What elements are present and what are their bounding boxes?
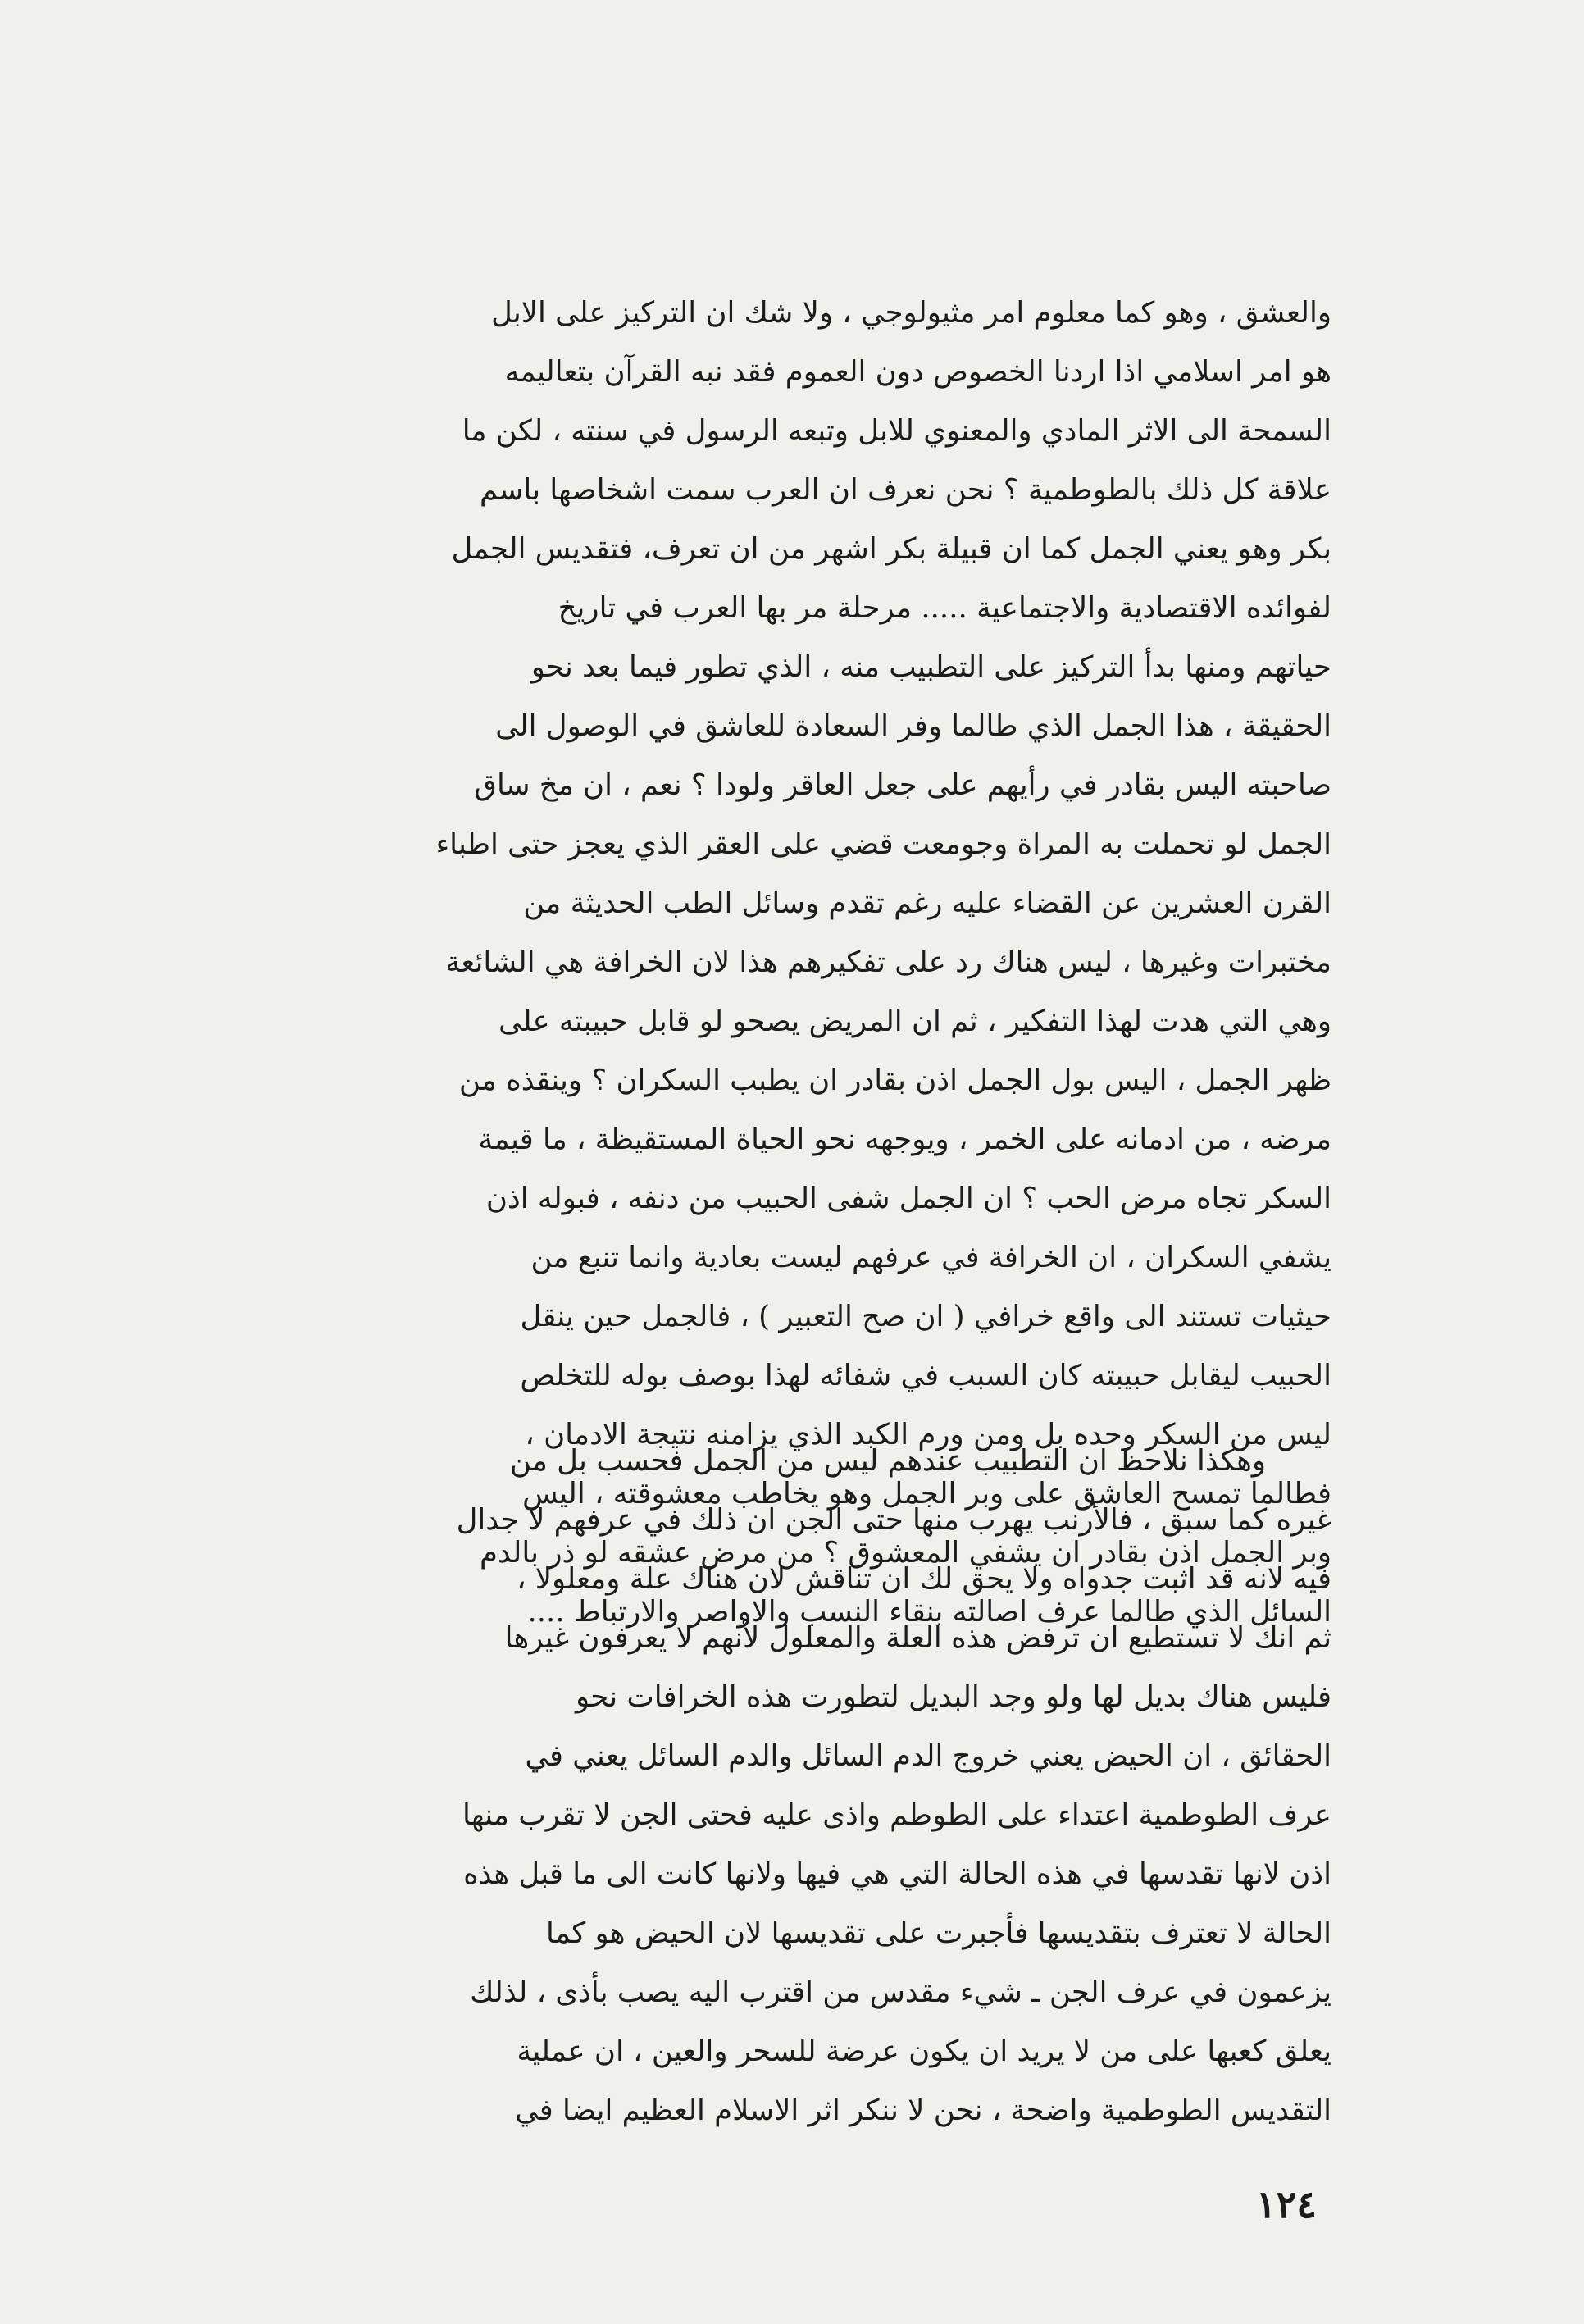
text-line: فطالما تمسح العاشق على وبر الجمل وهو يخاطب معشوقته ، اليس — [522, 1477, 1331, 1511]
text-line: الحالة لا تعترف بتقديسها فأجبرت على تقديسها لان الحيض هو كما — [546, 1916, 1331, 1950]
text-line: ليس من السكر وحده بل ومن ورم الكبد الذي يزامنه نتيجة الادمان ، — [525, 1418, 1331, 1451]
text-line: مرضه ، من ادمانه على الخمر ، ويوجهه نحو الحياة المستقيظة ، ما قيمة — [478, 1123, 1331, 1156]
text-line: فيه لانه قد اثبت جدواه ولا يحق لك ان تناقش لان هناك علة ومعلولا ، — [517, 1562, 1331, 1596]
text-line: لفوائده الاقتصادية والاجتماعية ..... مرحلة مر بها العرب في تاريخ — [558, 591, 1331, 625]
text-line: اذن لانها تقدسها في هذه الحالة التي هي فيها ولانها كانت الى ما قبل هذه — [463, 1857, 1331, 1891]
text-line: الحقيقة ، هذا الجمل الذي طالما وفر السعادة للعاشق في الوصول الى — [495, 709, 1331, 743]
text-line: وهكذا نلاحظ ان التطبيب عندهم ليس من الجمل فحسب بل من — [509, 1444, 1266, 1478]
text-line: وهي التي هدت لهذا التفكير ، ثم ان المريض يصحو لو قابل حبيبته على — [498, 1005, 1331, 1038]
text-line: السائل الذي طالما عرف اصالته بنقاء النسب والاواصر والارتباط .... — [527, 1595, 1331, 1629]
text-line: يعلق كعبها على من لا يريد ان يكون عرضة للسحر والعين ، ان عملية — [517, 2035, 1331, 2068]
text-line: ظهر الجمل ، اليس بول الجمل اذن بقادر ان يطبب السكران ؟ وينقذه من — [458, 1064, 1331, 1097]
text-line: حيثيات تستند الى واقع خرافي ( ان صح التعبير ) ، فالجمل حين ينقل — [520, 1300, 1331, 1333]
text-line: حياتهم ومنها بدأ التركيز على التطبيب منه ، الذي تطور فيما بعد نحو — [530, 650, 1331, 684]
text-line: عرف الطوطمية اعتداء على الطوطم واذى عليه فحتى الجن لا تقرب منها — [462, 1798, 1331, 1832]
text-line: الحبيب ليقابل حبيبته كان السبب في شفائه لهذا بوصف بوله للتخلص — [520, 1359, 1331, 1392]
text-line: يزعمون في عرف الجن ـ شيء مقدس من اقترب اليه يصب بأذى ، لذلك — [470, 1975, 1331, 2009]
text-line: والعشق ، وهو كما معلوم امر مثيولوجي ، ولا شك ان التركيز على الابل — [491, 296, 1331, 330]
text-line: علاقة كل ذلك بالطوطمية ؟ نحن نعرف ان العرب سمت اشخاصها باسم — [480, 473, 1331, 507]
text-line: السكر تجاه مرض الحب ؟ ان الجمل شفى الحبيب من دنفه ، فبوله اذن — [485, 1182, 1331, 1215]
text-line: فليس هناك بديل لها ولو وجد البديل لتطورت هذه الخرافات نحو — [575, 1680, 1331, 1714]
text-line: القرن العشرين عن القضاء عليه رغم تقدم وسائل الطب الحديثة من — [523, 886, 1331, 920]
paragraph-2 — [264, 1432, 1331, 2140]
page-number: ١٢٤ — [1255, 2182, 1317, 2226]
text-line: وبر الجمل اذن بقادر ان يشفي المعشوق ؟ من مرض عشقه لو ذر بالدم — [479, 1536, 1331, 1570]
text-line: ثم انك لا تستطيع ان ترفض هذه العلة والمعلول لأنهم لا يعرفون غيرها — [504, 1621, 1331, 1655]
text-line: الجمل لو تحملت به المراة وجومعت قضي على العقر الذي يعجز حتى اطباء — [435, 827, 1331, 861]
text-line: السمحة الى الاثر المادي والمعنوي للابل وتبعه الرسول في سنته ، لكن ما — [462, 414, 1331, 448]
text-line: بكر وهو يعني الجمل كما ان قبيلة بكر اشهر من ان تعرف، فتقديس الجمل — [451, 532, 1331, 566]
text-line: هو امر اسلامي اذا اردنا الخصوص دون العموم فقد نبه القرآن بتعاليمه — [504, 355, 1331, 389]
text-line: صاحبته اليس بقادر في رأيهم على جعل العاقر ولودا ؟ نعم ، ان مخ ساق — [474, 768, 1331, 802]
text-line: غيره كما سبق ، فالأرنب يهرب منها حتى الجن ان ذلك في عرفهم لا جدال — [456, 1503, 1331, 1537]
text-line: يشفي السكران ، ان الخرافة في عرفهم ليست بعادية وانما تنبع من — [530, 1241, 1331, 1274]
text-line: التقديس الطوطمية واضحة ، نحن لا ننكر اثر الاسلام العظيم ايضا في — [515, 2094, 1331, 2127]
text-line: مختبرات وغيرها ، ليس هناك رد على تفكيرهم هذا لان الخرافة هي الشائعة — [445, 946, 1331, 979]
text-line: الحقائق ، ان الحيض يعني خروج الدم السائل والدم السائل يعني في — [525, 1739, 1331, 1773]
